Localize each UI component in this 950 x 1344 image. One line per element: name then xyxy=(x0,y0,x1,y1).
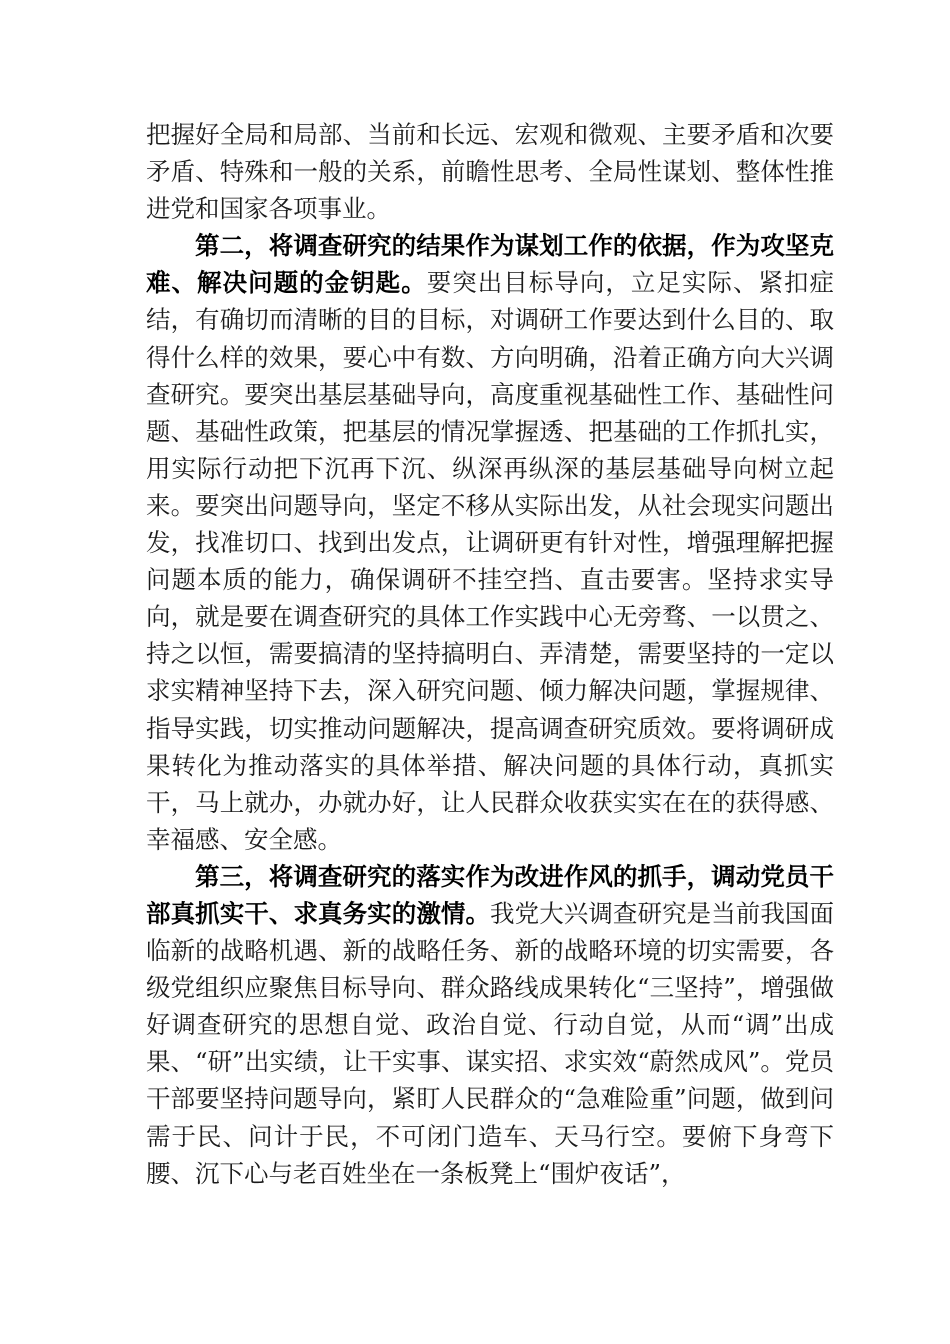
paragraph-1-text: 把握好全局和局部、当前和长远、宏观和微观、主要矛盾和次要矛盾、特殊和一般的关系，前瞻性思考、全局性谋划、整体性推进党和国家各项事业。 xyxy=(146,120,834,224)
paragraph-3-text: 我党大兴调查研究是当前我国面临新的战略机遇、新的战略任务、新的战略环境的切实需要，各级党组织应聚焦目标导向、群众路线成果转化“三坚持”，增强做好调查研究的思想自觉、政治自觉、行动自觉，从而“调”出成果、“研”出实绩，让干实事、谋实招、求实效“蔚然成风”。党员干部要坚持问题导向，紧盯人民群众的“急难险重”问题，做到问需于民、问计于民，不可闭门造车、天马行空。要俯下身弯下腰、沉下心与老百姓坐在一条板凳上“围炉夜话”， xyxy=(146,898,835,1188)
paragraph-1 xyxy=(146,116,834,227)
paragraph-2-heading: 第二，将调查研究的结果作为谋划工作的依据，作为攻坚克难、解决问题的金钥匙。 xyxy=(146,231,834,298)
paragraph-3-heading: 第三，将调查研究的落实作为改进作风的抓手，调动党员干部真抓实干、求真务实的激情。 xyxy=(146,861,834,928)
paragraph-2-text: 要突出目标导向，立足实际、紧扣症结，有确切而清晰的目的目标，对调研工作要达到什么目的、取得什么样的效果，要心中有数、方向明确，沿着正确方向大兴调查研究。要突出基层基础导向，高度重视基础性工作、基础性问题、基础性政策，把基层的情况掌握透、把基础的工作抓扎实，用实际行动把下沉再下沉、纵深再纵深的基层基础导向树立起来。要突出问题导向，坚定不移从实际出发，从社会现实问题出发，找准切口、找到出发点，让调研更有针对性，增强理解把握问题本质的能力，确保调研不挂空挡、直击要害。坚持求实导向，就是要在调查研究的具体工作实践中心无旁骛、一以贯之、持之以恒，需要搞清的坚持搞明白、弄清楚，需要坚持的一定以求实精神坚持下去，深入研究问题、倾力解决问题，掌握规律、指导实践，切实推动问题解决，提高调查研究质效。要将调研成果转化为推动落实的具体举措、解决问题的具体行动，真抓实干，马上就办，办就办好，让人民群众收获实实在在的获得感、幸福感、安全感。 xyxy=(146,268,835,854)
paragraph-3 xyxy=(146,858,834,1192)
paragraph-2 xyxy=(146,227,834,858)
document-page xyxy=(146,116,834,1192)
